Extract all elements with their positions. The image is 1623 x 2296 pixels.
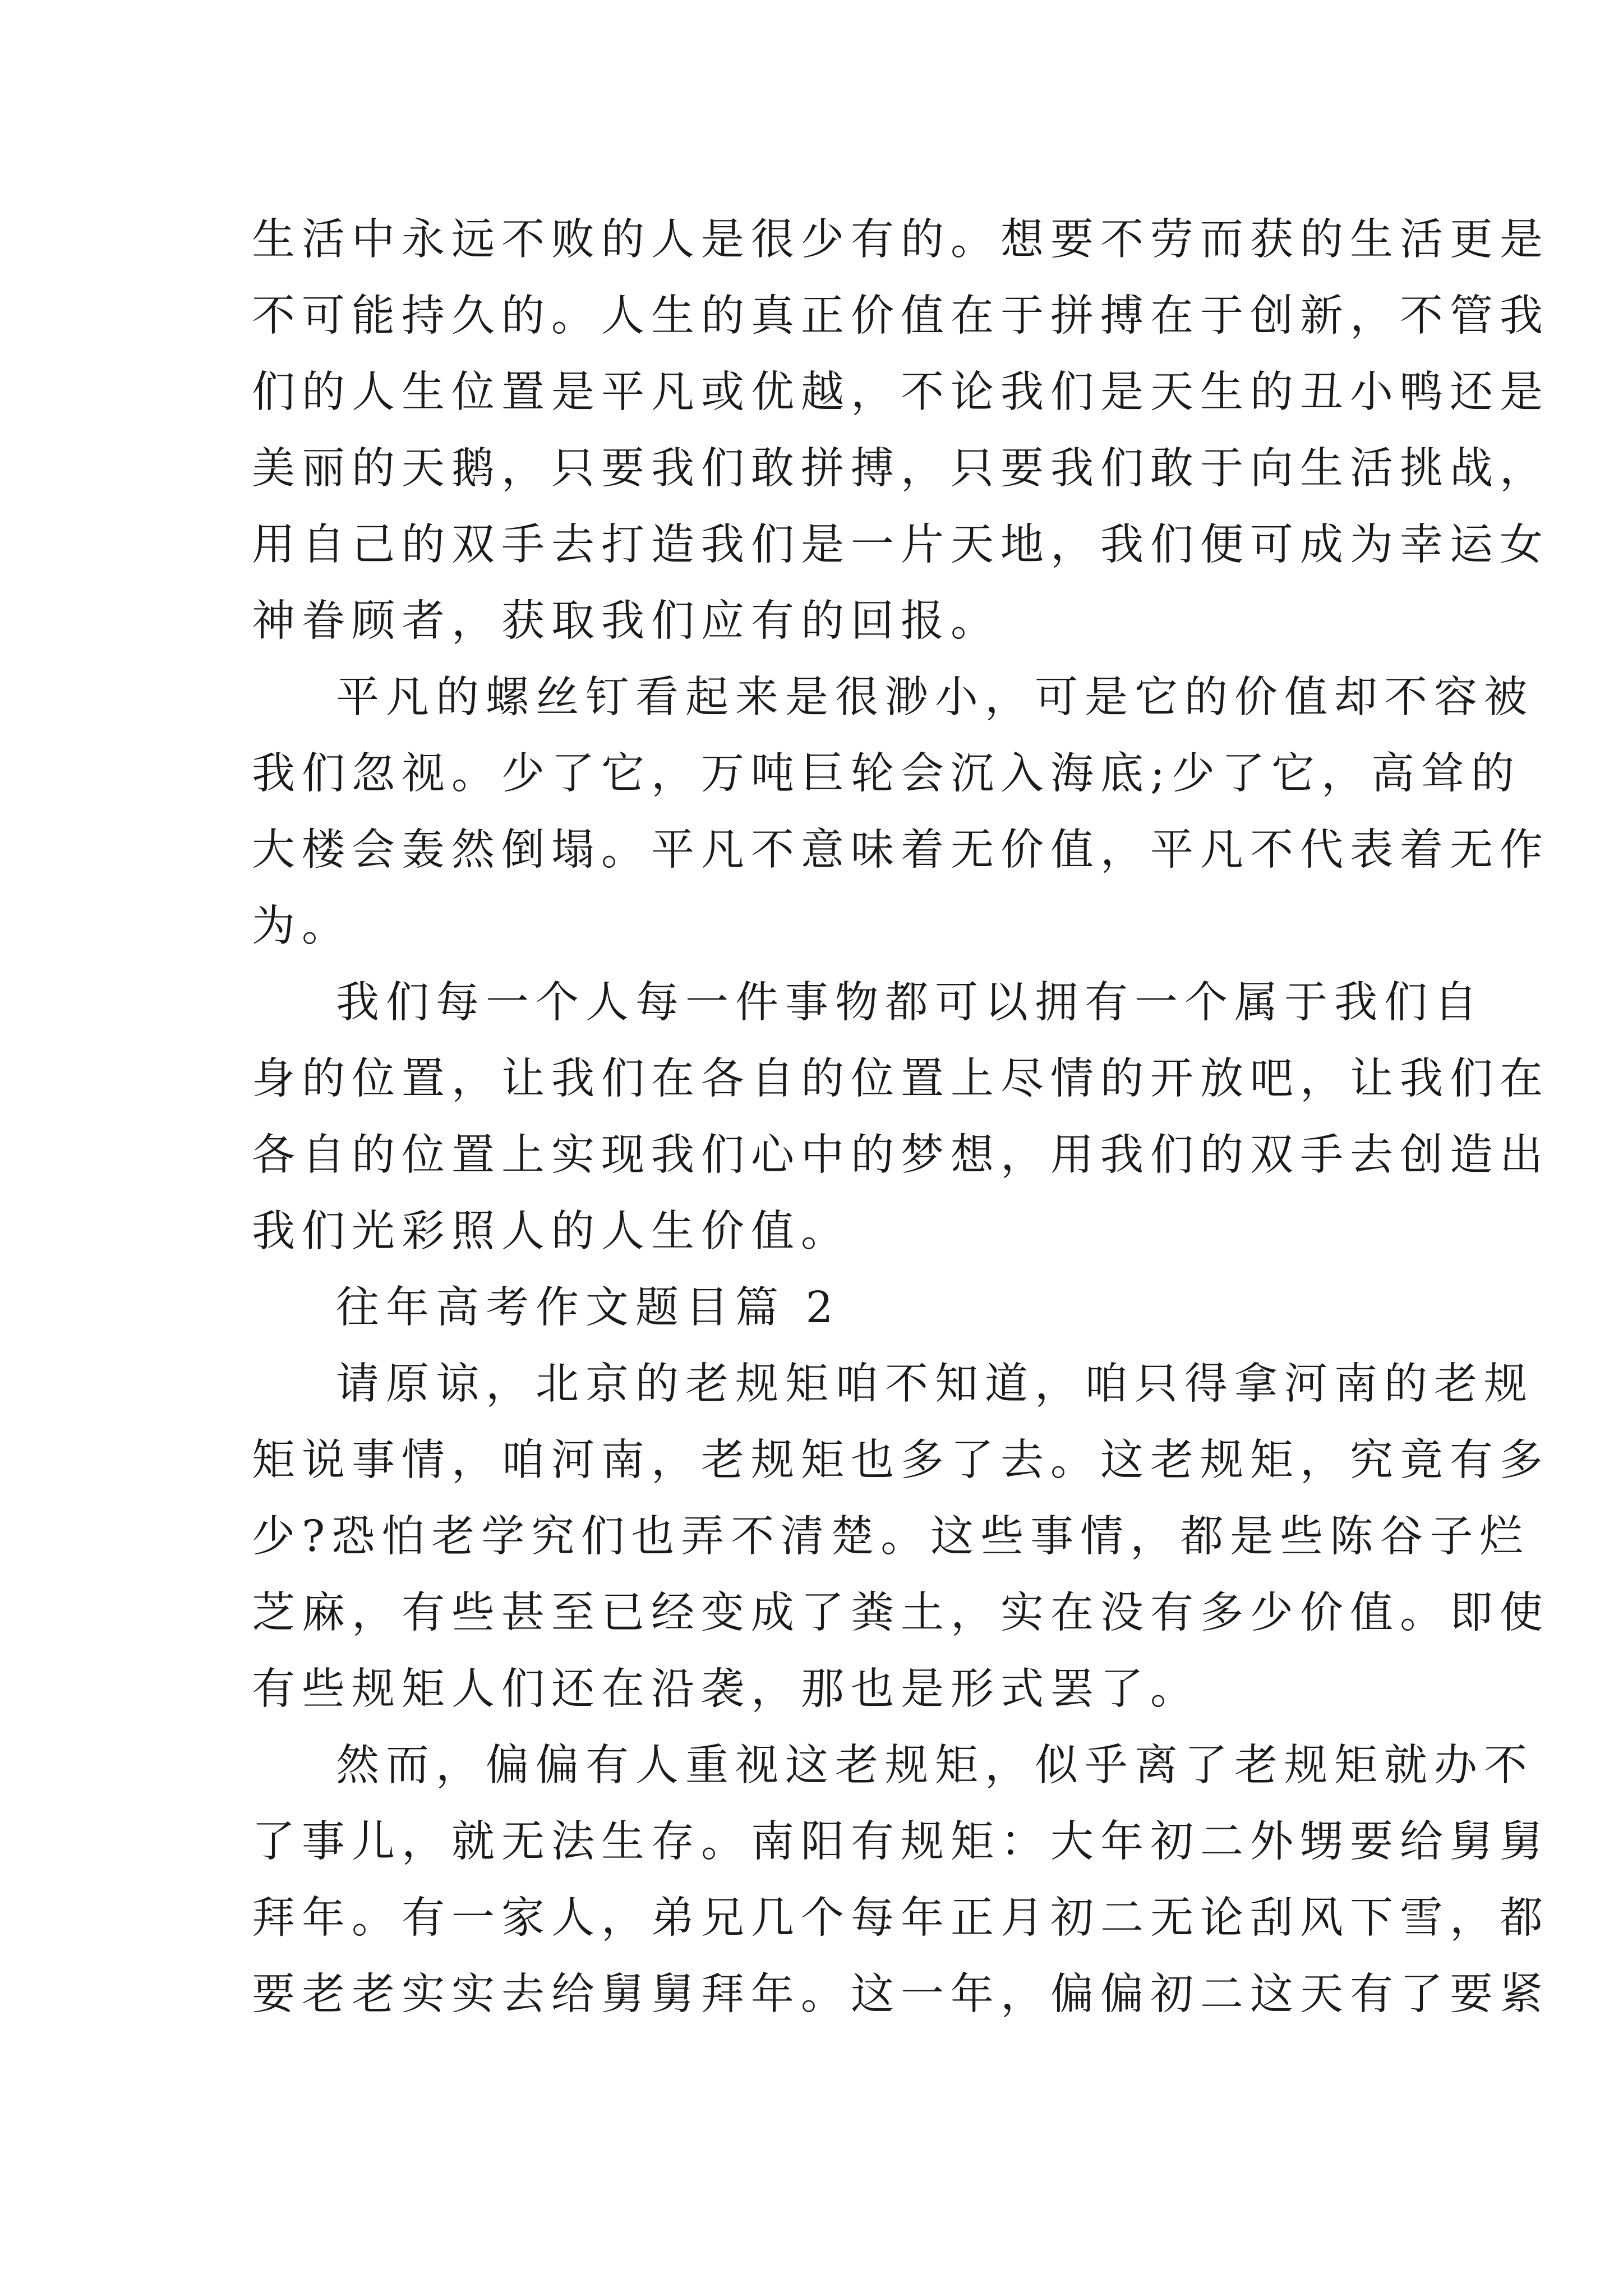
text-line: 然而，偏偏有人重视这老规矩，似乎离了老规矩就办不	[336, 1741, 1534, 1791]
text-line: 少?恐怕老学究们也弄不清楚。这些事情，都是些陈谷子烂	[252, 1512, 1530, 1562]
text-line: 生活中永远不败的人是很少有的。想要不劳而获的生活更是	[252, 215, 1550, 265]
text-line: 我们每一个人每一件事物都可以拥有一个属于我们自	[336, 978, 1484, 1028]
text-line: 请原谅，北京的老规矩咱不知道，咱只得拿河南的老规	[336, 1359, 1534, 1409]
text-line: 平凡的螺丝钉看起来是很渺小，可是它的价值却不容被	[336, 673, 1534, 723]
text-line: 神眷顾者，获取我们应有的回报。	[252, 596, 1000, 646]
text-line: 矩说事情，咱河南，老规矩也多了去。这老规矩，究竟有多	[252, 1435, 1550, 1485]
text-line: 为。	[252, 901, 352, 951]
text-line: 各自的位置上实现我们心中的梦想，用我们的双手去创造出	[252, 1130, 1550, 1180]
text-line: 拜年。有一家人，弟兄几个每年正月初二无论刮风下雪，都	[252, 1893, 1550, 1943]
text-line: 我们光彩照人的人生价值。	[252, 1207, 851, 1257]
text-line: 们的人生位置是平凡或优越，不论我们是天生的丑小鸭还是	[252, 367, 1550, 417]
text-line: 不可能持久的。人生的真正价值在于拼搏在于创新，不管我	[252, 291, 1550, 341]
text-line: 美丽的天鹅，只要我们敢拼搏，只要我们敢于向生活挑战，	[252, 444, 1550, 494]
text-line: 了事儿，就无法生存。南阳有规矩：大年初二外甥要给舅舅	[252, 1817, 1550, 1867]
text-line: 用自己的双手去打造我们是一片天地，我们便可成为幸运女	[252, 520, 1550, 570]
text-line: 有些规矩人们还在沿袭，那也是形式罢了。	[252, 1664, 1200, 1714]
section-heading: 往年高考作文题目篇 2	[336, 1283, 840, 1333]
text-line: 要老老实实去给舅舅拜年。这一年，偏偏初二这天有了要紧	[252, 1970, 1550, 2019]
text-line: 大楼会轰然倒塌。平凡不意味着无价值，平凡不代表着无作	[252, 825, 1550, 875]
text-line: 身的位置，让我们在各自的位置上尽情的开放吧，让我们在	[252, 1054, 1550, 1104]
text-line: 我们忽视。少了它，万吨巨轮会沉入海底;少了它，高耸的	[252, 749, 1521, 799]
text-line: 芝麻，有些甚至已经变成了粪土，实在没有多少价值。即使	[252, 1588, 1550, 1638]
